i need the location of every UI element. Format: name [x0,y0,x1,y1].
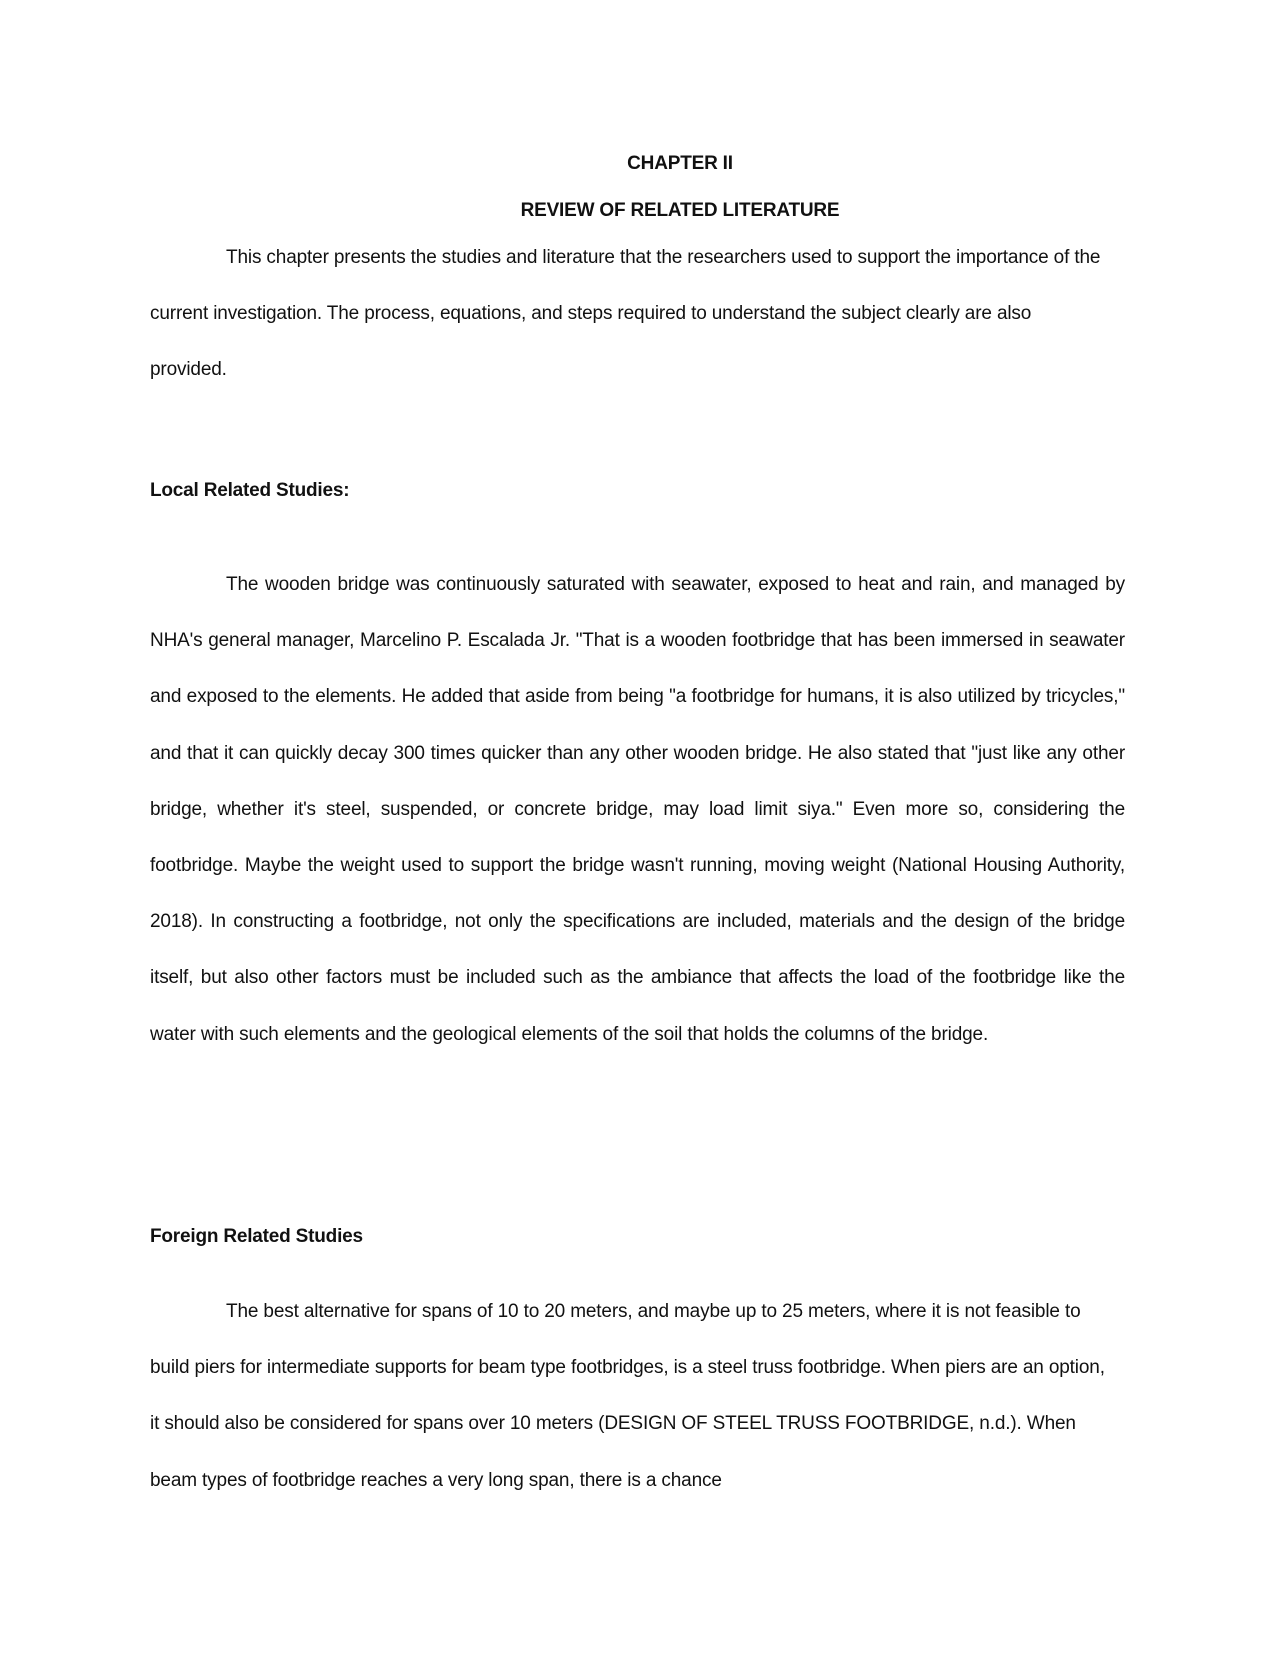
chapter-subtitle: REVIEW OF RELATED LITERATURE [520,200,840,221]
foreign-section-heading: Foreign Related Studies [150,1226,363,1247]
local-section-paragraph: The wooden bridge was continuously saturated with seawater, exposed to heat and rain, and managed by NHA's general manager, Marcelino P. Escalada Jr. "That is a wooden footbridge that has been immersed in seawater and exposed to the elements. He added that aside from being "a footbridge for humans, it is also utilized by tricycles," and that it can quickly decay 300 times quicker than any other wooden bridge. He also stated that "just like any other bridge, whether it's steel, suspended, or concrete bridge, may load limit siya." Even more so, considering the footbridge. Maybe the weight used to support the bridge wasn't running, moving weight (National Housing Authority, 2018). In constructing a footbridge, not only the specifications are included, materials and the design of the bridge itself, but also other factors must be included such as the ambiance that affects the load of the footbridge like the water with such elements and the geological elements of the soil that holds the columns of the bridge. [150,574,1125,1045]
foreign-section-paragraph: The best alternative for spans of 10 to 20 meters, and maybe up to 25 meters, where it is not feasible to build piers for intermediate supports for beam type footbridges, is a steel truss footbridge. When piers are an option, it should also be considered for spans over 10 meters (DESIGN OF STEEL TRUSS FOOTBRIDGE, n.d.). When beam types of footbridge reaches a very long span, there is a chance [150,1301,1105,1491]
local-section-heading: Local Related Studies: [150,480,350,501]
chapter-title: CHAPTER II [627,153,733,174]
intro-paragraph: This chapter presents the studies and literature that the researchers used to support the importance of the current investigation. The process, equations, and steps required to understand the subject clearly are also provided. [150,247,1101,381]
